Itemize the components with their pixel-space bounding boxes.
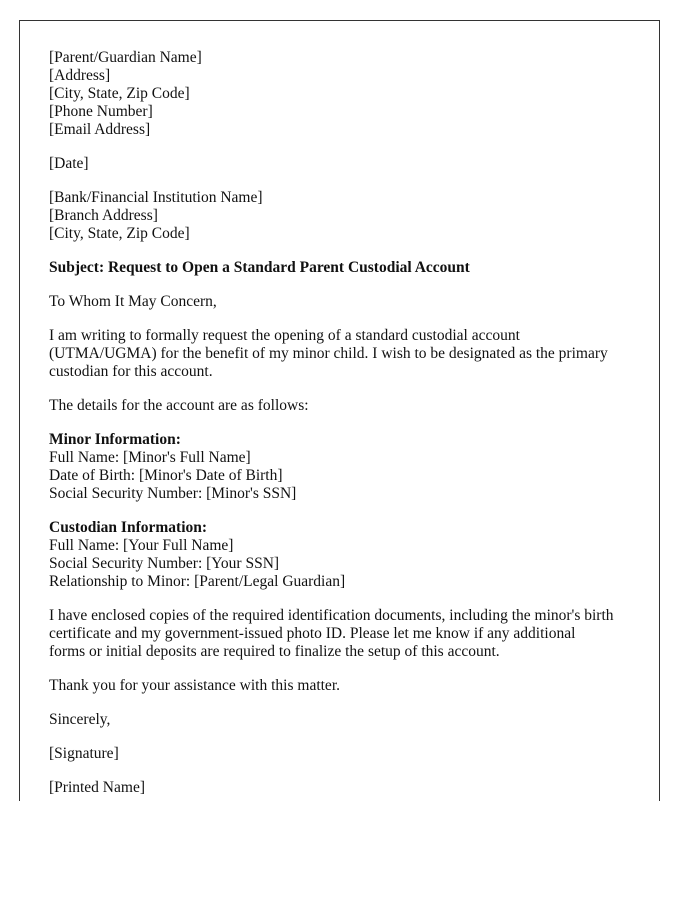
minor-full-name: Full Name: [Minor's Full Name]	[49, 449, 251, 466]
thanks-paragraph	[49, 677, 639, 695]
salutation	[49, 293, 639, 311]
intro-line: (UTMA/UGMA) for the benefit of my minor child. I wish to be designated as the primary	[49, 345, 608, 362]
letter-content	[49, 49, 639, 801]
enclosure-line: certificate and my government-issued photo ID. Please let me know if any additional	[49, 625, 576, 642]
recipient-institution: [Bank/Financial Institution Name]	[49, 189, 263, 206]
sender-phone: [Phone Number]	[49, 103, 153, 120]
custodian-info-section	[49, 519, 639, 591]
subject-line	[49, 259, 639, 277]
minor-info-section	[49, 431, 639, 503]
salutation-text: To Whom It May Concern,	[49, 293, 217, 310]
sender-city-state-zip: [City, State, Zip Code]	[49, 85, 190, 102]
intro-paragraph	[49, 327, 639, 381]
details-lead-text: The details for the account are as follows:	[49, 397, 309, 414]
intro-line: custodian for this account.	[49, 363, 213, 380]
details-lead	[49, 397, 639, 415]
recipient-branch-address: [Branch Address]	[49, 207, 158, 224]
letter-date: [Date]	[49, 155, 89, 172]
valediction-text: Sincerely,	[49, 711, 111, 728]
enclosure-paragraph	[49, 607, 639, 661]
intro-line: I am writing to formally request the opening of a standard custodial account	[49, 327, 520, 344]
sender-email: [Email Address]	[49, 121, 151, 138]
custodian-ssn: Social Security Number: [Your SSN]	[49, 555, 280, 572]
minor-ssn: Social Security Number: [Minor's SSN]	[49, 485, 297, 502]
custodian-relationship: Relationship to Minor: [Parent/Legal Guardian]	[49, 573, 346, 590]
enclosure-line: I have enclosed copies of the required identification documents, including the minor's birth	[49, 607, 614, 624]
signature	[49, 745, 639, 763]
minor-info-heading: Minor Information:	[49, 431, 181, 448]
recipient-city-state-zip: [City, State, Zip Code]	[49, 225, 190, 242]
sender-block	[49, 49, 639, 139]
enclosure-line: forms or initial deposits are required to finalize the setup of this account.	[49, 643, 500, 660]
date-block	[49, 155, 639, 173]
letter-page	[19, 20, 660, 801]
valediction	[49, 711, 639, 729]
sender-name: [Parent/Guardian Name]	[49, 49, 202, 66]
printed-name-text: [Printed Name]	[49, 779, 145, 796]
thanks-text: Thank you for your assistance with this matter.	[49, 677, 340, 694]
signature-text: [Signature]	[49, 745, 119, 762]
sender-address: [Address]	[49, 67, 111, 84]
printed-name	[49, 779, 639, 797]
subject-text: Subject: Request to Open a Standard Parent Custodial Account	[49, 259, 470, 276]
recipient-block	[49, 189, 639, 243]
minor-date-of-birth: Date of Birth: [Minor's Date of Birth]	[49, 467, 283, 484]
custodian-info-heading: Custodian Information:	[49, 519, 208, 536]
custodian-full-name: Full Name: [Your Full Name]	[49, 537, 234, 554]
